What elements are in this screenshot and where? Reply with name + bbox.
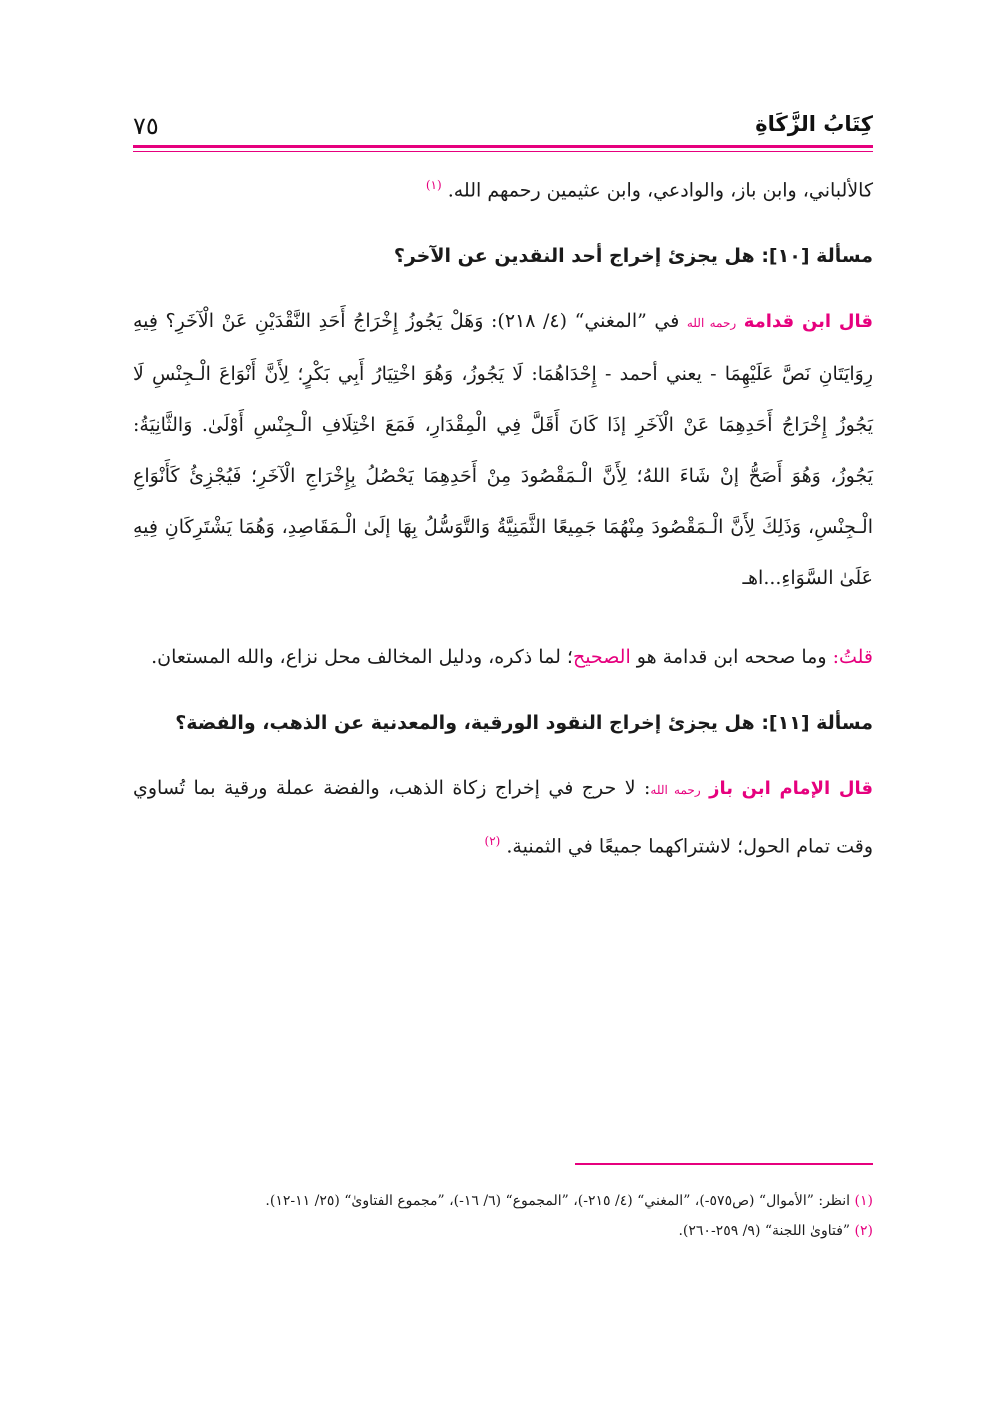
source-title: ”المغني“ (574, 310, 647, 333)
ibn-baz-text: : لا حرج في إخراج زكاة الذهب، والفضة عملة ورقية بما تُساوي وقت تمام الحول؛ لاشتراكهما جميعًا في الثمنية. (133, 777, 873, 858)
ibn-baz-honorific-icon: رحمه الله (650, 783, 701, 798)
footnote-1-number: (١) (854, 1193, 873, 1209)
page-header (133, 108, 873, 148)
opinion-highlight: الصحيح (572, 646, 631, 669)
book-title: كِتَابُ الزَّكَاةِ (755, 112, 873, 136)
opinion-paragraph (133, 632, 873, 683)
issue-10-heading (133, 234, 873, 278)
main-content (133, 160, 873, 873)
ibn-qudama-quote (133, 296, 873, 604)
header-rule-thin (133, 151, 873, 152)
opinion-label: قلتُ: (832, 646, 873, 669)
page-number: ٧٥ (133, 112, 159, 140)
ibn-baz-speaker: قال الإمام ابن باز (709, 778, 873, 800)
footnote-ref-1: (١) (425, 178, 442, 192)
opinion-text-before: وما صححه ابن قدامة هو (636, 646, 827, 669)
footnote-ref-2: (٢) (484, 834, 501, 849)
footnote-2-text: ”فتاوىٰ اللجنة“ (٩/ ٢٥٩-٢٦٠). (678, 1223, 851, 1239)
footnote-1 (133, 1186, 873, 1216)
source-citation: (٤/ ٢١٨): (490, 310, 568, 333)
quote-text: وَهَلْ يَجُوزُ إِخْرَاجُ أَحَدِ النَّقْدَيْنِ عَنْ الْآخَرِ؟ فِيهِ رِوَايَتَانِ نَصَّ عَلَيْهِمَا - يعني أحمد - إِحْدَاهُمَا: لَا يَجُوزُ، وَهُوَ اخْتِيَارُ أَبِي بَكْرٍ؛ لِأَنَّ أَنْوَاعَ الْـجِنْسِ لَا يَجُوزُ إِخْرَاجُ أَحَدِهِمَا عَنْ الْآخَرِ إذَا كَانَ أَقَلَّ فِي الْمِقْدَارِ، فَمَعَ اخْتِلَافِ الْـجِنْسِ أَوْلَىٰ. وَالثَّانِيَةُ: يَجُوزُ، وَهُوَ أَصَحُّ إنْ شَاءَ اللهُ؛ لِأَنَّ الْـمَقْصُودَ مِنْ أَحَدِهِمَا يَحْصُلُ بِإِخْرَاجِ الْآخَرِ؛ فَيُجْزِئُ كَأَنْوَاعِ الْـجِنْسِ، وَذَلِكَ لِأَنَّ الْـمَقْصُودَ مِنْهُمَا جَمِيعًا الثَّمَنِيَّةُ وَالتَّوَسُّلُ بِهَا إلَىٰ الْـمَقَاصِدِ، وَهُمَا يَشْتَرِكَانِ فِيهِ عَلَىٰ السَّوَاءِ...اهـ (133, 310, 873, 590)
ibn-qudama-speaker: قال ابن قدامة (743, 311, 874, 333)
intro-paragraph (133, 160, 873, 216)
header-rule-thick (133, 145, 873, 148)
issue-11-heading (133, 701, 873, 745)
ibn-baz-paragraph (133, 763, 873, 872)
intro-text: كالألباني، وابن باز، والوادعي، وابن عثيمين رحمهم الله. (447, 179, 873, 202)
footnotes (133, 1186, 873, 1246)
footnote-separator (575, 1163, 873, 1165)
footnote-2 (133, 1216, 873, 1246)
in-word: في (654, 310, 680, 333)
issue-11-title: هل يجزئ إخراج النقود الورقية، والمعدنية عن الذهب، والفضة؟ (175, 712, 755, 735)
opinion-text-after: ؛ لما ذكره، ودليل المخالف محل نزاع، والله المستعان. (151, 646, 573, 669)
issue-11-label: مسألة [١١]: (761, 712, 873, 735)
footnote-1-text: انظر: ”الأموال“ (ص٥٧٥-)، ”المغني“ (٤/ ٢١٥-)، ”المجموع“ (٦/ ١٦-)، ”مجموع الفتاوىٰ“ (٢٥/ ١١-١٢). (265, 1193, 851, 1209)
footnote-2-number: (٢) (854, 1223, 873, 1239)
issue-10-title: هل يجزئ إخراج أحد النقدين عن الآخر؟ (393, 245, 755, 268)
issue-10-label: مسألة [١٠]: (761, 245, 873, 268)
honorific-icon: رحمه الله (686, 316, 737, 331)
